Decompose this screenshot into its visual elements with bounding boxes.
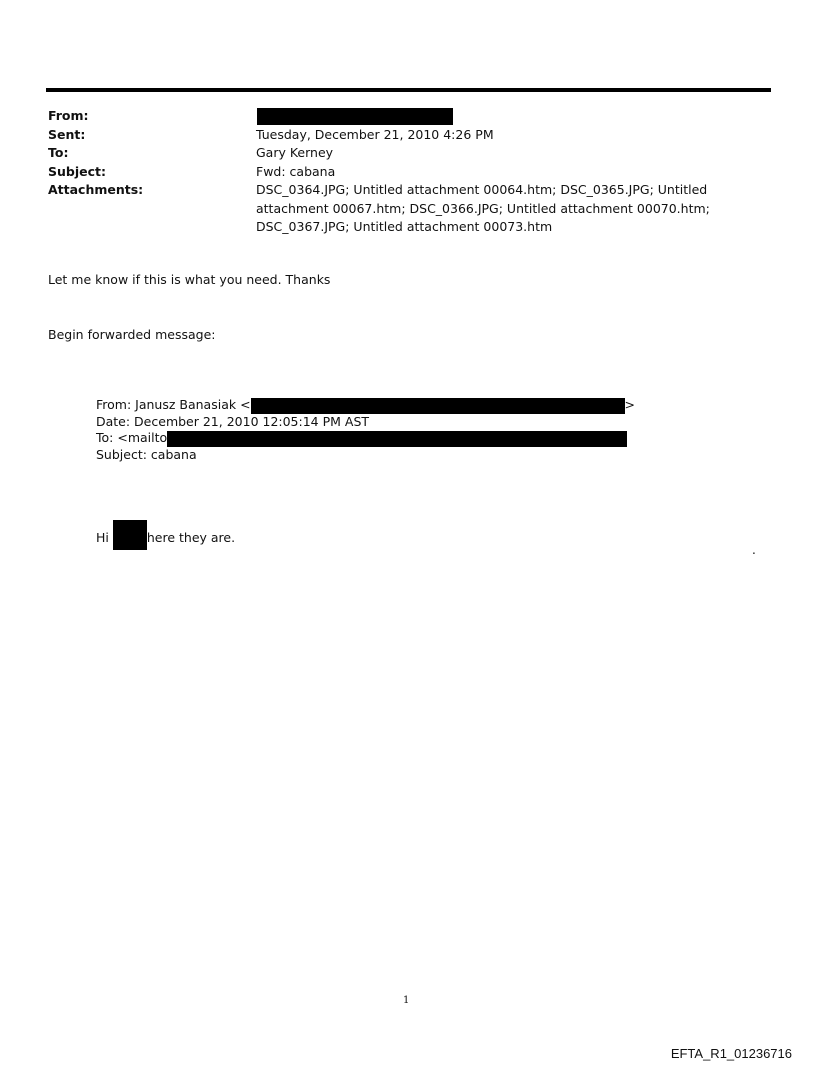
forwarded-from xyxy=(96,397,635,414)
page-number: 1 xyxy=(403,995,410,1006)
email-header xyxy=(48,107,768,237)
stray-dot: . xyxy=(752,543,756,557)
redaction-block xyxy=(257,108,453,125)
sent-value: Tuesday, December 21, 2010 4:26 PM xyxy=(256,126,494,142)
forwarded-to-text: To: <mailto xyxy=(96,430,168,445)
redaction-block xyxy=(251,398,625,414)
to-row xyxy=(48,144,768,163)
sent-row xyxy=(48,126,768,145)
from-row xyxy=(48,107,768,126)
forwarded-subject: Subject: cabana xyxy=(96,446,197,462)
document-id: EFTA_R1_01236716 xyxy=(670,1046,792,1061)
from-value xyxy=(256,107,768,126)
redaction-block xyxy=(167,431,627,447)
forwarded-intro: Begin forwarded message: xyxy=(48,327,216,342)
forwarded-date: Date: December 21, 2010 12:05:14 PM AST xyxy=(96,413,370,429)
forwarded-header xyxy=(96,397,635,463)
subject-label: Subject: xyxy=(48,163,106,179)
subject-value: Fwd: cabana xyxy=(256,163,336,179)
attachments-label: Attachments: xyxy=(48,182,144,197)
header-rule xyxy=(46,88,771,92)
forwarded-to xyxy=(96,430,635,447)
to-value: Gary Kerney xyxy=(256,145,334,160)
greeting-prefix: Hi xyxy=(96,530,113,545)
forwarded-from-close: > xyxy=(624,397,636,412)
forwarded-from-text: From: Janusz Banasiak < xyxy=(96,397,251,412)
from-label: From: xyxy=(48,108,89,123)
greeting-line xyxy=(96,520,235,550)
body-message: Let me know if this is what you need. Thanks xyxy=(48,272,331,287)
sent-label: Sent: xyxy=(48,126,86,142)
greeting-rest: here they are. xyxy=(146,530,236,545)
redaction-block xyxy=(113,520,147,550)
attachments-value: DSC_0364.JPG; Untitled attachment 00064.htm; DSC_0365.JPG; Untitled attachment 00067.htm; DSC_0366.JPG; Untitled attachment 00070.htm; DSC_0367.JPG; Untitled attachment 00073.htm xyxy=(256,182,710,234)
subject-row xyxy=(48,163,768,182)
attachments-row xyxy=(48,181,768,237)
to-label: To: xyxy=(48,145,69,160)
